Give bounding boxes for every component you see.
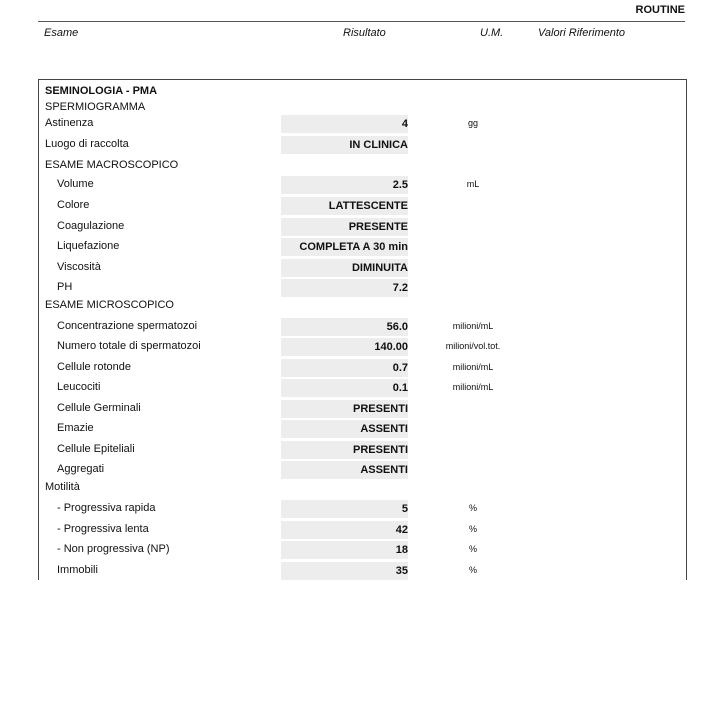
column-header-um: U.M. xyxy=(480,27,504,39)
report-row xyxy=(39,279,686,297)
report-row xyxy=(39,218,686,236)
row-label: ESAME MICROSCOPICO xyxy=(45,299,174,311)
row-label: - Progressiva rapida xyxy=(57,502,156,514)
row-value: LATTESCENTE xyxy=(281,197,408,215)
row-value: 4 xyxy=(281,115,408,133)
report-row xyxy=(39,238,686,256)
row-label: Volume xyxy=(57,178,94,190)
row-label: Immobili xyxy=(57,564,98,576)
row-value: PRESENTI xyxy=(281,441,408,459)
row-label: Numero totale di spermatozoi xyxy=(57,340,201,352)
row-label: Liquefazione xyxy=(57,240,120,252)
row-unit: milioni/mL xyxy=(452,321,494,331)
row-value: ASSENTI xyxy=(281,461,408,479)
row-value: COMPLETA A 30 min xyxy=(281,238,408,256)
row-value: IN CLINICA xyxy=(281,136,408,154)
row-label: Colore xyxy=(57,199,90,211)
column-header-valori: Valori Riferimento xyxy=(538,27,626,39)
row-label: Astinenza xyxy=(45,117,94,129)
row-unit: mL xyxy=(466,179,480,189)
column-header-esame: Esame xyxy=(44,27,79,39)
column-header-risultato: Risultato xyxy=(343,27,386,39)
row-value: PRESENTI xyxy=(281,400,408,418)
row-value: 2.5 xyxy=(281,176,408,194)
row-label: Aggregati xyxy=(57,463,105,475)
report-box xyxy=(38,79,687,580)
row-label: Cellule Germinali xyxy=(57,402,141,414)
row-label: SPERMIOGRAMMA xyxy=(45,101,146,113)
row-label: PH xyxy=(57,281,73,293)
row-unit: gg xyxy=(467,118,478,128)
report-row xyxy=(39,259,686,277)
report-row xyxy=(39,562,686,580)
report-row xyxy=(39,461,686,479)
report-row xyxy=(39,136,686,154)
row-unit: % xyxy=(468,524,477,534)
row-value: 0.1 xyxy=(281,379,408,397)
row-label: Viscosità xyxy=(57,261,101,273)
row-label: Emazie xyxy=(57,422,94,434)
row-label: SEMINOLOGIA - PMA xyxy=(45,85,158,97)
report-row xyxy=(39,115,686,133)
row-unit: % xyxy=(468,503,477,513)
row-value: 56.0 xyxy=(281,318,408,336)
row-value: ASSENTI xyxy=(281,420,408,438)
report-row xyxy=(39,297,686,315)
row-label: Leucociti xyxy=(57,381,101,393)
row-label: Cellule rotonde xyxy=(57,361,131,373)
row-label: Coagulazione xyxy=(57,220,125,232)
row-label: Cellule Epiteliali xyxy=(57,443,135,455)
report-row xyxy=(39,500,686,518)
report-row xyxy=(39,176,686,194)
row-value: 35 xyxy=(281,562,408,580)
row-label: - Progressiva lenta xyxy=(57,523,149,535)
row-unit: % xyxy=(468,544,477,554)
row-label: Luogo di raccolta xyxy=(45,138,129,150)
row-unit: % xyxy=(468,565,477,575)
row-label: ESAME MACROSCOPICO xyxy=(45,159,179,171)
routine-badge: ROUTINE xyxy=(635,4,685,16)
row-label: - Non progressiva (NP) xyxy=(57,543,170,555)
row-unit: milioni/mL xyxy=(452,362,494,372)
row-value: 0.7 xyxy=(281,359,408,377)
row-unit: milioni/mL xyxy=(452,382,494,392)
report-row xyxy=(39,157,686,175)
report-row xyxy=(39,541,686,559)
row-value: 140.00 xyxy=(281,338,408,356)
header-divider xyxy=(38,21,685,22)
row-label: Motilità xyxy=(45,481,80,493)
report-row xyxy=(39,359,686,377)
row-value: 42 xyxy=(281,521,408,539)
row-value: 18 xyxy=(281,541,408,559)
report-row xyxy=(39,479,686,497)
row-value: DIMINUITA xyxy=(281,259,408,277)
report-row xyxy=(39,197,686,215)
row-label: Concentrazione spermatozoi xyxy=(57,320,198,332)
row-value: 7.2 xyxy=(281,279,408,297)
row-value: PRESENTE xyxy=(281,218,408,236)
report-row xyxy=(39,400,686,418)
report-row xyxy=(39,318,686,336)
report-row xyxy=(39,420,686,438)
row-value: 5 xyxy=(281,500,408,518)
report-row xyxy=(39,338,686,356)
report-row xyxy=(39,379,686,397)
row-unit: milioni/vol.tot. xyxy=(445,341,501,351)
report-row xyxy=(39,441,686,459)
report-row xyxy=(39,521,686,539)
